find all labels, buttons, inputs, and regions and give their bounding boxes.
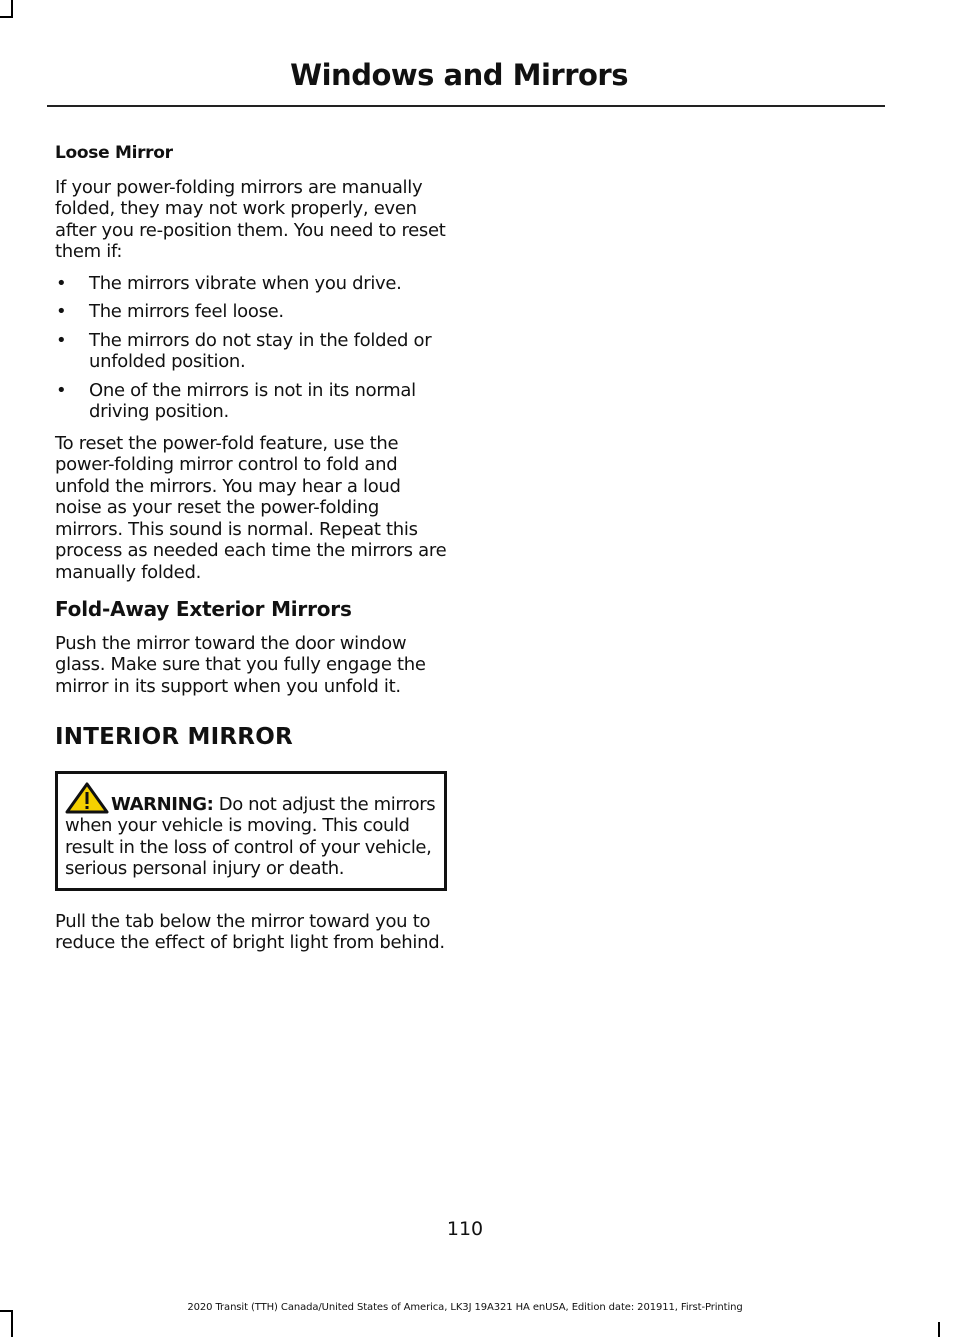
warning-triangle-icon xyxy=(65,782,109,814)
crop-mark-bottom-right-v xyxy=(938,1322,940,1337)
reset-conditions-list xyxy=(55,273,447,423)
warning-label: WARNING: xyxy=(111,793,214,815)
header-divider xyxy=(47,105,885,107)
reset-paragraph: To reset the power-fold feature, use the power-folding mirror control to fold and unfold the mirrors. You may hear a loud noise as your reset the power-folding mirrors. This sound is normal. Repeat this process as needed each time the mirrors are manually folded. xyxy=(55,432,447,583)
loose-mirror-intro: If your power-folding mirrors are manually folded, they may not work properly, even after you re-position them. You need to reset them if: xyxy=(55,176,446,262)
fold-away-heading: Fold-Away Exterior Mirrors xyxy=(55,597,352,621)
crop-mark-top-left-h xyxy=(0,16,13,18)
warning-box xyxy=(55,771,447,891)
footer-edition-info: 2020 Transit (TTH) Canada/United States of America, LK3J 19A321 HA enUSA, Edition date: 201911, First-Printing xyxy=(187,1302,743,1313)
list-item: • The mirrors do not stay in the folded or unfolded position. xyxy=(55,330,447,373)
interior-paragraph: Pull the tab below the mirror toward you to reduce the effect of bright light from behind. xyxy=(55,910,445,953)
warning-text: Do not adjust the mirrors when your vehicle is moving. This could result in the loss of control of your vehicle, serious personal injury or death. xyxy=(65,793,436,879)
page-title: Windows and Mirrors xyxy=(290,58,628,92)
page-number: 110 xyxy=(446,1218,484,1240)
loose-mirror-heading: Loose Mirror xyxy=(55,143,173,163)
list-item: • The mirrors feel loose. xyxy=(55,301,447,323)
list-item: • One of the mirrors is not in its normal driving position. xyxy=(55,380,447,423)
list-item: • The mirrors vibrate when you drive. xyxy=(55,273,447,295)
fold-away-paragraph: Push the mirror toward the door window glass. Make sure that you fully engage the mirror in its support when you unfold it. xyxy=(55,632,426,697)
crop-mark-bottom-left-v xyxy=(11,1310,13,1337)
interior-mirror-heading: INTERIOR MIRROR xyxy=(55,724,293,750)
main-column xyxy=(55,143,447,964)
